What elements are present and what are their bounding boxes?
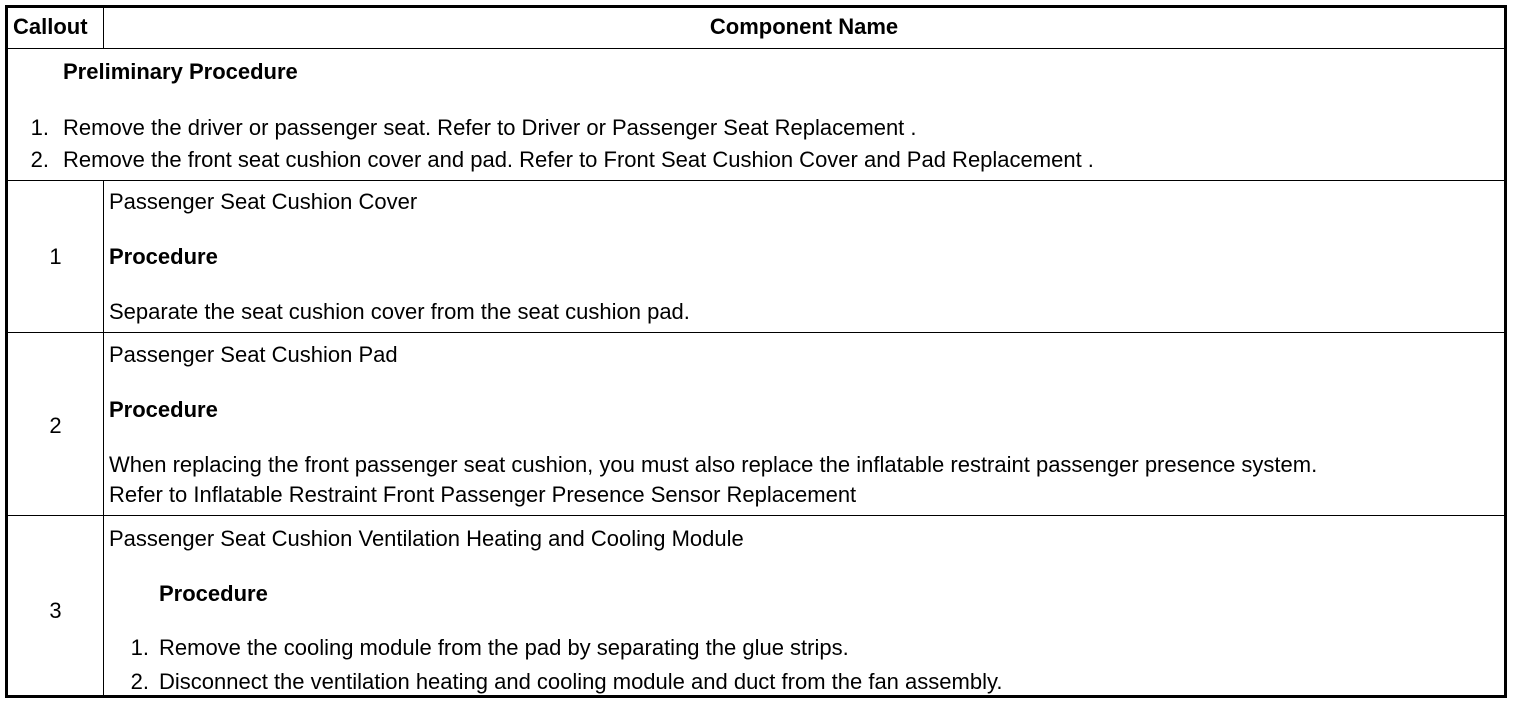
callout-column-header: Callout	[13, 14, 88, 39]
procedure-step-number: 1.	[130, 635, 149, 660]
table-header-row	[8, 8, 1504, 49]
component-name: Passenger Seat Cushion Ventilation Heating and Cooling Module	[109, 526, 744, 551]
preliminary-step-text: Remove the driver or passenger seat. Refer to Driver or Passenger Seat Replacement .	[63, 115, 917, 140]
callout-number: 3	[49, 598, 62, 623]
procedure-label: Procedure	[109, 244, 218, 269]
procedure-table	[5, 5, 1507, 698]
procedure-label: Procedure	[109, 397, 218, 422]
table-row	[8, 180, 1504, 334]
preliminary-step-text: Remove the front seat cushion cover and pad. Refer to Front Seat Cushion Cover and Pad Replacement .	[63, 147, 1094, 172]
preliminary-step-number: 2.	[30, 147, 49, 172]
procedure-text: Refer to Inflatable Restraint Front Passenger Presence Sensor Replacement	[109, 482, 857, 507]
procedure-text: Separate the seat cushion cover from the seat cushion pad.	[109, 299, 690, 324]
header-divider	[103, 8, 104, 48]
procedure-step-text: Remove the cooling module from the pad by separating the glue strips.	[159, 635, 849, 660]
procedure-text: When replacing the front passenger seat cushion, you must also replace the inflatable restraint passenger presence system.	[109, 452, 1318, 477]
component-name: Passenger Seat Cushion Cover	[109, 189, 418, 214]
component-name: Passenger Seat Cushion Pad	[109, 342, 398, 367]
preliminary-procedure-row	[8, 48, 1504, 181]
component-name-column-header: Component Name	[709, 14, 899, 39]
procedure-step-number: 2.	[130, 669, 149, 694]
callout-number: 2	[49, 413, 62, 438]
preliminary-step-number: 1.	[30, 115, 49, 140]
table-row	[8, 515, 1504, 698]
table-row	[8, 332, 1504, 516]
procedure-step-text: Disconnect the ventilation heating and cooling module and duct from the fan assembly.	[159, 669, 1003, 694]
procedure-label: Procedure	[159, 581, 268, 606]
preliminary-procedure-title: Preliminary Procedure	[63, 59, 298, 84]
callout-column-divider	[103, 180, 104, 695]
callout-number: 1	[49, 244, 62, 269]
